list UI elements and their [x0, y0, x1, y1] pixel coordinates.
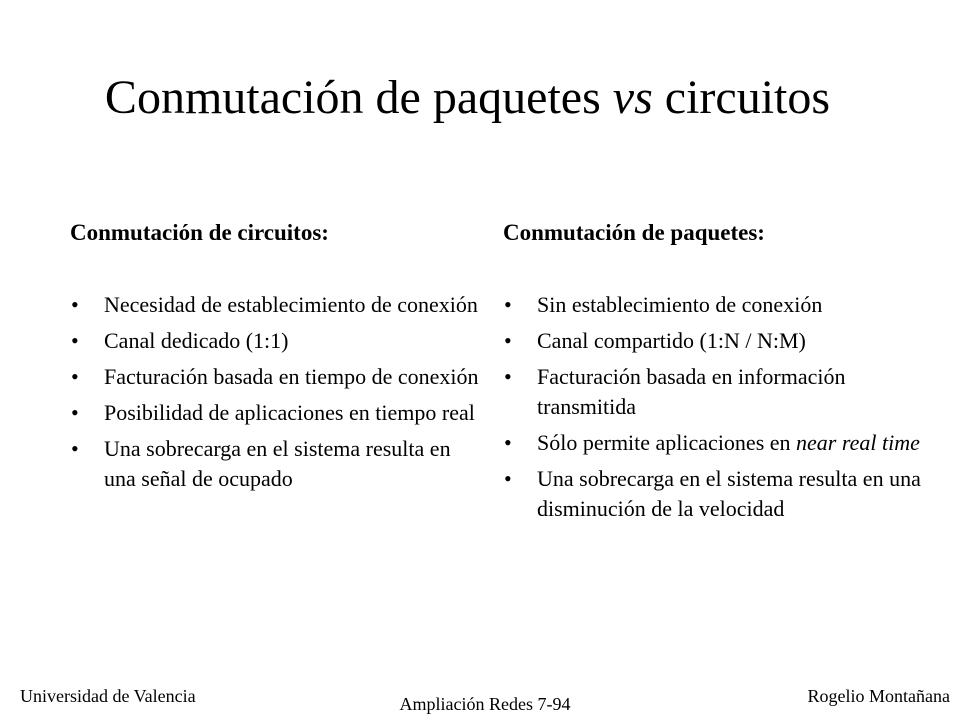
list-item: [70, 362, 480, 392]
bullet-icon: •: [504, 466, 512, 491]
footer-course: Ampliación Redes 7-94: [399, 694, 571, 714]
packet-switching-column: [503, 218, 923, 530]
bullet-icon: •: [71, 328, 79, 353]
bullet-icon: •: [71, 292, 79, 317]
bullet-text: Una sobrecarga en el sistema resulta en una señal de ocupado: [104, 436, 451, 491]
column-heading: Conmutación de circuitos:: [70, 220, 329, 245]
circuit-switching-column: [70, 218, 480, 500]
list-item: [70, 434, 480, 494]
list-item: [70, 290, 480, 320]
title-text-end: circuitos: [652, 71, 831, 124]
bullet-text: Facturación basada en tiempo de conexión: [104, 364, 479, 389]
list-item: [503, 290, 923, 320]
bullet-list: [70, 290, 480, 494]
bullet-text: Canal dedicado (1:1): [104, 328, 289, 353]
bullet-text: Una sobrecarga en el sistema resulta en una disminución de la velocidad: [537, 466, 921, 521]
footer-institution: Universidad de Valencia: [20, 686, 196, 706]
bullet-icon: •: [71, 400, 79, 425]
bullet-icon: •: [71, 436, 79, 461]
list-item: [70, 398, 480, 428]
title-text: Conmutación de paquetes: [104, 71, 613, 124]
list-item: [503, 326, 923, 356]
bullet-text: Sin establecimiento de conexión: [537, 292, 823, 317]
list-item: [503, 362, 923, 422]
bullet-text: Facturación basada en información transmitida: [537, 364, 846, 419]
bullet-text: Posibilidad de aplicaciones en tiempo real: [104, 400, 475, 425]
bullet-icon: •: [71, 364, 79, 389]
bullet-list: [503, 290, 923, 524]
list-item: [70, 326, 480, 356]
bullet-icon: •: [504, 430, 512, 455]
bullet-italic-text: near real time: [796, 430, 920, 455]
bullet-icon: •: [504, 328, 512, 353]
bullet-icon: •: [504, 364, 512, 389]
column-heading: Conmutación de paquetes:: [503, 220, 765, 245]
bullet-text: Sólo permite aplicaciones en: [537, 430, 791, 455]
bullet-icon: •: [504, 292, 512, 317]
footer-author: Rogelio Montañana: [807, 686, 950, 706]
bullet-text: Canal compartido (1:N / N:M): [537, 328, 806, 353]
bullet-text: Necesidad de establecimiento de conexión: [104, 292, 478, 317]
title-italic-text: vs: [612, 71, 653, 124]
slide-title: [0, 68, 935, 128]
list-item: [503, 428, 923, 458]
list-item: [503, 464, 923, 524]
